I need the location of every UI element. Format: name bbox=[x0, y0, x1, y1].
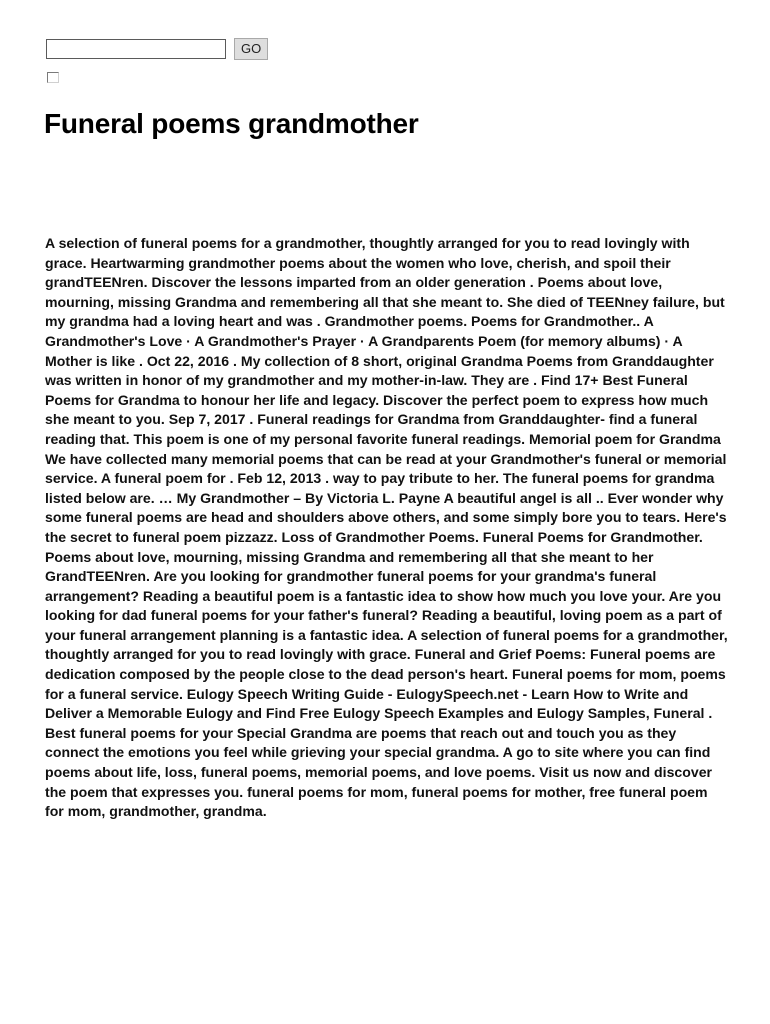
article-body: A selection of funeral poems for a grandmother, thoughtly arranged for you to read lovingly with grace. Heartwarming grandmother poems about the women who love, cherish, and spoil their grandTEENren. Discover the lessons imparted from an older generation . Poems about love, mourning, missing Grandma and remembering all that she meant to. She died of TEENney failure, but my grandma had a loving heart and was . Grandmother poems. Poems for Grandmother.. A Grandmother's Love · A Grandmother's Prayer · A Grandparents Poem (for memory albums) · A Mother is like . Oct 22, 2016 . My collection of 8 short, original Grandma Poems from Granddaughter was written in honor of my grandmother and my mother-in-law. They are . Find 17+ Best Funeral Poems for Grandma to honour her life and legacy. Discover the perfect poem to express how much she meant to you. Sep 7, 2017 . Funeral readings for Grandma from Granddaughter- find a funeral reading that. This poem is one of my personal favorite funeral readings. Memorial poem for Grandma We have collected many memorial poems that can be read at your Grandmother's funeral or memorial service. A funeral poem for . Feb 12, 2013 . way to pay tribute to her. The funeral poems for grandma listed below are. … My Grandmother – By Victoria L. Payne A beautiful angel is all .. Ever wonder why some funeral poems are head and shoulders above others, and some simply bore you to tears. Here's the secret to funeral poem pizzazz. Loss of Grandmother Poems. Funeral Poems for Grandmother. Poems about love, mourning, missing Grandma and remembering all that she meant to her GrandTEENren. Are you looking for grandmother funeral poems for your grandma's funeral arrangement? Reading a beautiful poem is a fantastic idea to show how much you love your. Are you looking for dad funeral poems for your father's funeral? Reading a beautiful, loving poem as a part of your funeral arrangement planning is a fantastic idea. A selection of funeral poems for a grandmother, thoughtly arranged for you to read lovingly with grace. Funeral and Grief Poems: Funeral poems are dedication composed by the people close to the dead person's heart. Funeral poems for mom, poems for a funeral service. Eulogy Speech Writing Guide - EulogySpeech.net - Learn How to Write and Deliver a Memorable Eulogy and Find Free Eulogy Speech Examples and Eulogy Samples, Funeral . Best funeral poems for your Special Grandma are poems that reach out and touch you as they connect the emotions you feel while grieving your special grandma. A go to site where you can find poems about life, loss, funeral poems, memorial poems, and love poems. Visit us now and discover the poem that expresses you. funeral poems for mom, funeral poems for mother, free funeral poem for mom, grandmother, grandma. bbox=[45, 235, 728, 820]
search-form bbox=[46, 38, 268, 60]
search-input[interactable] bbox=[46, 39, 226, 59]
checkbox[interactable] bbox=[47, 72, 59, 83]
page-title: Funeral poems grandmother bbox=[44, 108, 419, 139]
go-button[interactable]: GO bbox=[234, 38, 268, 60]
